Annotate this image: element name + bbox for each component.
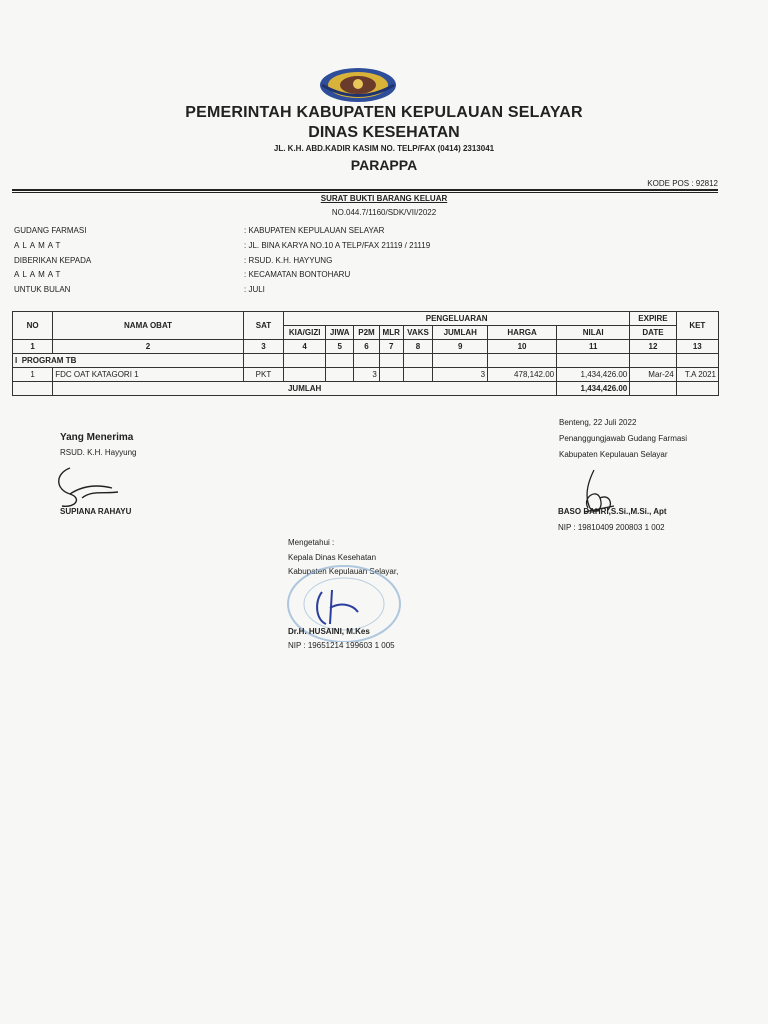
- items-table: [12, 311, 719, 396]
- col-expire: EXPIRE: [630, 312, 676, 326]
- receiver-name: SUPIANA RAHAYU: [60, 507, 132, 516]
- total-row: JUMLAH 1,434,426.00: [13, 382, 719, 396]
- col-ket: KET: [676, 312, 718, 340]
- col-kia-gizi: KIA/GIZI: [284, 326, 326, 340]
- sign-date: Benteng, 22 Juli 2022: [559, 418, 637, 427]
- acknowledged-label: Mengetahui :: [288, 538, 335, 547]
- header-divider-thin: [12, 192, 718, 193]
- table-row: 1 FDC OAT KATAGORI 1 PKT 3 3 478,142.00 1,434,426.00 Mar-24 T.A 2021: [13, 368, 719, 382]
- postal-code: KODE POS : 92812: [647, 179, 718, 188]
- col-sat: SAT: [243, 312, 283, 340]
- receiver-title: Yang Menerima: [60, 432, 134, 443]
- header-divider: [12, 189, 718, 191]
- pharmacy-org: Kabupaten Kepulauan Selayar: [559, 450, 668, 459]
- head-role: Kepala Dinas Kesehatan: [288, 553, 377, 562]
- head-name: Dr.H. HUSAINI, M.Kes: [288, 627, 370, 636]
- header-government: PEMERINTAH KABUPATEN KEPULAUAN SELAYAR: [185, 104, 583, 121]
- col-no: NO: [13, 312, 53, 340]
- col-p2m: P2M: [354, 326, 380, 340]
- col-jumlah: JUMLAH: [433, 326, 488, 340]
- head-nip: NIP : 19651214 199603 1 005: [288, 641, 395, 650]
- info-row: DIBERIKAN KEPADA : RSUD. K.H. HAYYUNG: [14, 255, 333, 265]
- pharmacy-role: Penanggungjawab Gudang Farmasi: [559, 434, 688, 443]
- regency-logo: [318, 66, 398, 104]
- pharmacist-nip: NIP : 19810409 200803 1 002: [558, 523, 665, 532]
- col-vaks: VAKS: [403, 326, 433, 340]
- receiver-signature: [52, 464, 122, 510]
- column-number-row: 1 2 3 4 5 6 7 8 9 10 11 12 13: [13, 340, 719, 354]
- col-nama-obat: NAMA OBAT: [53, 312, 244, 340]
- col-jiwa: JIWA: [326, 326, 354, 340]
- col-pengeluaran: PENGELUARAN: [284, 312, 630, 326]
- head-org: Kabupaten Kepulauan Selayar,: [288, 567, 399, 576]
- document-title: SURAT BUKTI BARANG KELUAR: [320, 194, 448, 203]
- document-number: NO.044.7/1160/SDK/VII/2022: [331, 208, 437, 217]
- col-mlr: MLR: [379, 326, 403, 340]
- pharmacist-name: BASO DAHRI,S.Si.,M.Si., Apt: [558, 507, 667, 516]
- group-row: I PROGRAM TB: [13, 354, 719, 368]
- info-row: UNTUK BULAN : JULI: [14, 285, 265, 295]
- info-block: [14, 224, 430, 298]
- info-row: ALAMAT : KECAMATAN BONTOHARU: [14, 270, 351, 280]
- info-row: ALAMAT : JL. BINA KARYA NO.10 A TELP/FAX 21119 / 21119: [14, 240, 431, 250]
- col-harga: HARGA: [488, 326, 557, 340]
- col-date: DATE: [630, 326, 676, 340]
- header-address: JL. K.H. ABD.KADIR KASIM NO. TELP/FAX (0414) 2313041: [273, 144, 495, 153]
- info-row: GUDANG FARMASI : KABUPATEN KEPULAUAN SELAYAR: [14, 226, 385, 235]
- receiver-org: RSUD. K.H. Hayyung: [60, 448, 137, 457]
- header-place: PARAPPA: [350, 157, 418, 173]
- col-nilai: NILAI: [557, 326, 630, 340]
- header-department: DINAS KESEHATAN: [308, 124, 460, 141]
